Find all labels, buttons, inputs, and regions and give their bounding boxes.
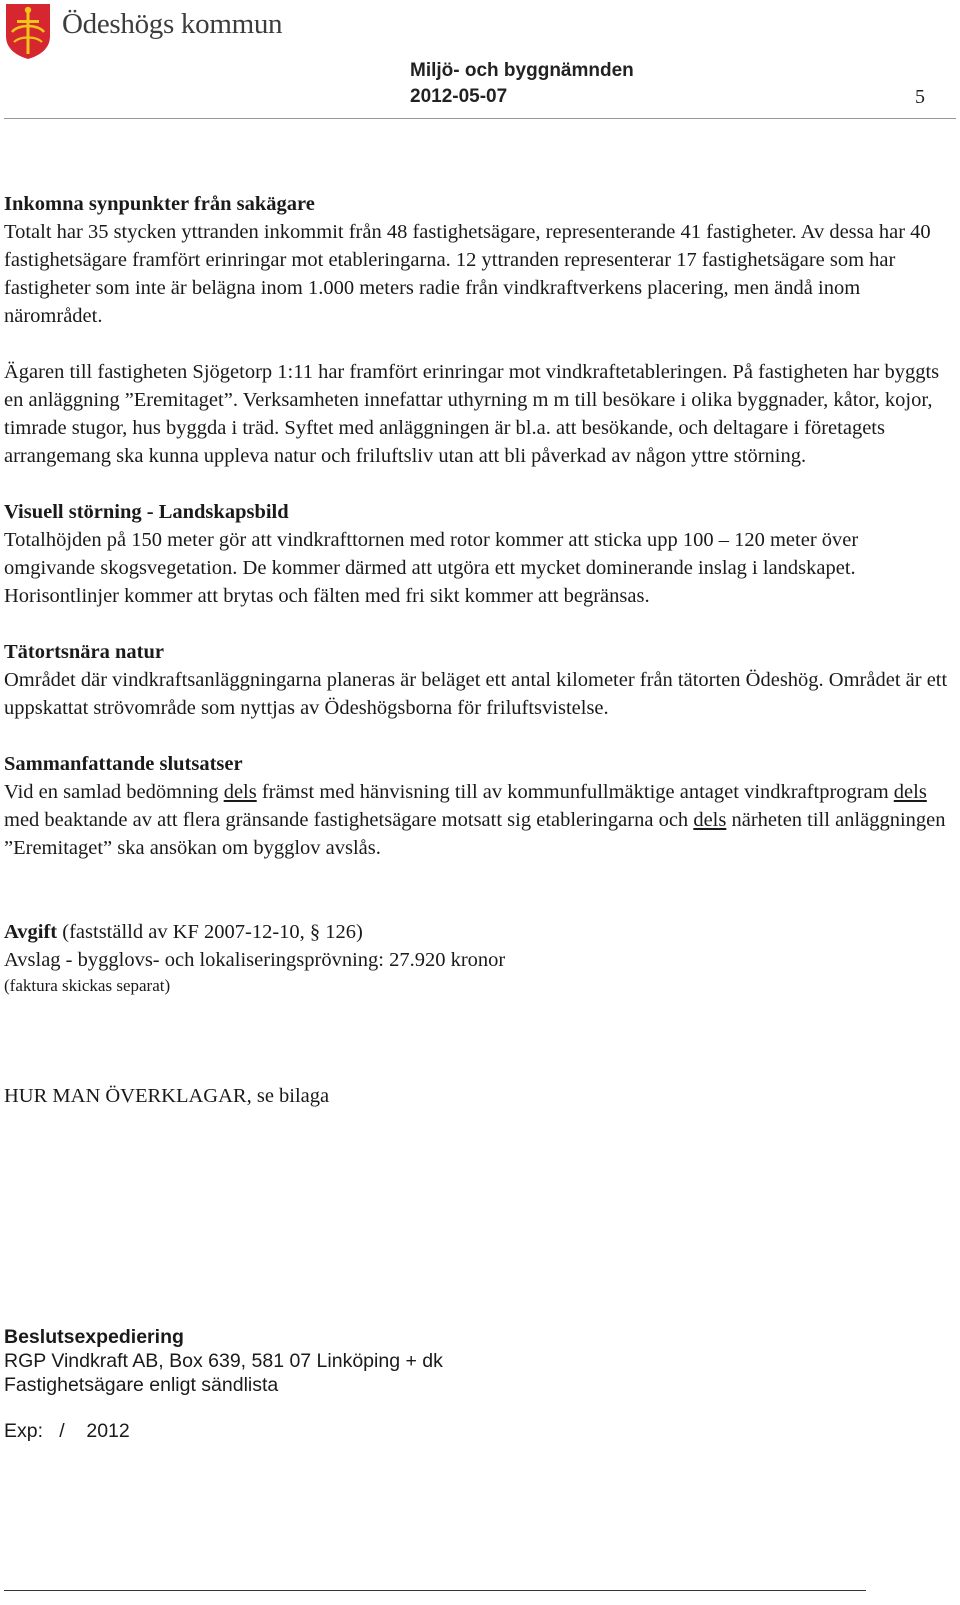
slutsatser-text-4: närheten till anläggningen ”Eremitaget” ska ansökan om bygglov avslås. xyxy=(4,809,946,859)
slutsatser-dels-2: dels xyxy=(893,781,927,803)
page-number: 5 xyxy=(915,86,925,108)
visuell-paragraph: Totalhöjden på 150 meter gör att vindkrafttornen med rotor kommer att sticka upp 100 – 120 meter över omgivande skogsvegetation. De kommer därmed att utgöra ett mycket dominerande inslag i landskapet. Horisontlinjer kommer att brytas och fälten med fri sikt kommer att begränsas. xyxy=(4,529,859,607)
avgift-line xyxy=(4,918,954,946)
meeting-date: 2012-05-07 xyxy=(410,86,508,107)
avgift-label: Avgift xyxy=(4,921,58,943)
expediering-recipient-1: RGP Vindkraft AB, Box 639, 581 07 Linköping + dk xyxy=(4,1350,443,1372)
overklagan-note: HUR MAN ÖVERKLAGAR, se bilaga xyxy=(4,1085,330,1107)
slutsatser-text-2: främst med hänvisning till av kommunfullmäktige antaget vindkraftprogram xyxy=(256,781,894,803)
slutsatser-text-1: Vid en samlad bedömning xyxy=(4,781,224,803)
expediering-block xyxy=(4,1325,443,1397)
municipality-logo xyxy=(4,2,52,60)
visuell-heading: Visuell störning - Landskapsbild xyxy=(4,501,289,523)
slutsatser-dels-3: dels xyxy=(693,809,727,831)
slutsatser-paragraph xyxy=(4,778,954,862)
tatort-paragraph: Området där vindkraftsanläggningarna planeras är beläget ett antal kilometer från tätorten Ödeshög. Området är ett uppskattat strövområde som nyttjas av Ödeshögsborna för friluftsvistelse. xyxy=(4,669,948,719)
header-divider xyxy=(4,118,956,119)
slutsatser-dels-1: dels xyxy=(223,781,257,803)
committee-name: Miljö- och byggnämnden xyxy=(410,60,634,81)
expediering-heading: Beslutsexpediering xyxy=(4,1326,184,1348)
tatort-heading: Tätortsnära natur xyxy=(4,641,165,663)
synpunkter-paragraph-1: Totalt har 35 stycken yttranden inkommit från 48 fastighetsägare, representerande 41 fastigheter. Av dessa har 40 fastighetsägare framfört erinringar mot etableringarna. 12 yttranden representerar 17 fastighetsägare som har fastigheter som inte är belägna inom 1.000 meters radie från vindkraftverkens placering, men ändå inom närområdet. xyxy=(4,221,931,327)
slutsatser-text-3: med beaktande av att flera gränsande fastighetsägare motsatt sig etableringarna och xyxy=(4,809,694,831)
synpunkter-paragraph-2: Ägaren till fastigheten Sjögetorp 1:11 har framfört erinringar mot vindkraftetableringen. På fastigheten har byggts en anläggning ”Eremitaget”. Verksamheten innefattar uthyrning m m till besökare i olika byggnader, kåtor, kojor, timrade stugor, hus byggda i träd. Syftet med anläggningen är bl.a. att besökande, och deltagare i företagets arrangemang ska kunna uppleva natur och friluftsliv utan att bli påverkad av någon yttre störning. xyxy=(4,361,940,467)
municipality-name: Ödeshögs kommun xyxy=(62,8,283,40)
avgift-amount: Avslag - bygglovs- och lokaliseringsprövning: 27.920 kronor xyxy=(4,949,506,971)
exp-line: Exp: / 2012 xyxy=(4,1420,130,1442)
footer-divider xyxy=(4,1590,866,1591)
expediering-recipient-2: Fastighetsägare enligt sändlista xyxy=(4,1374,279,1396)
avgift-note: (faktura skickas separat) xyxy=(4,976,171,995)
slutsatser-heading: Sammanfattande slutsatser xyxy=(4,753,243,775)
document-body xyxy=(4,190,954,1110)
avgift-detail: (fastställd av KF 2007-12-10, § 126) xyxy=(57,921,363,943)
synpunkter-heading: Inkomna synpunkter från sakägare xyxy=(4,193,315,215)
